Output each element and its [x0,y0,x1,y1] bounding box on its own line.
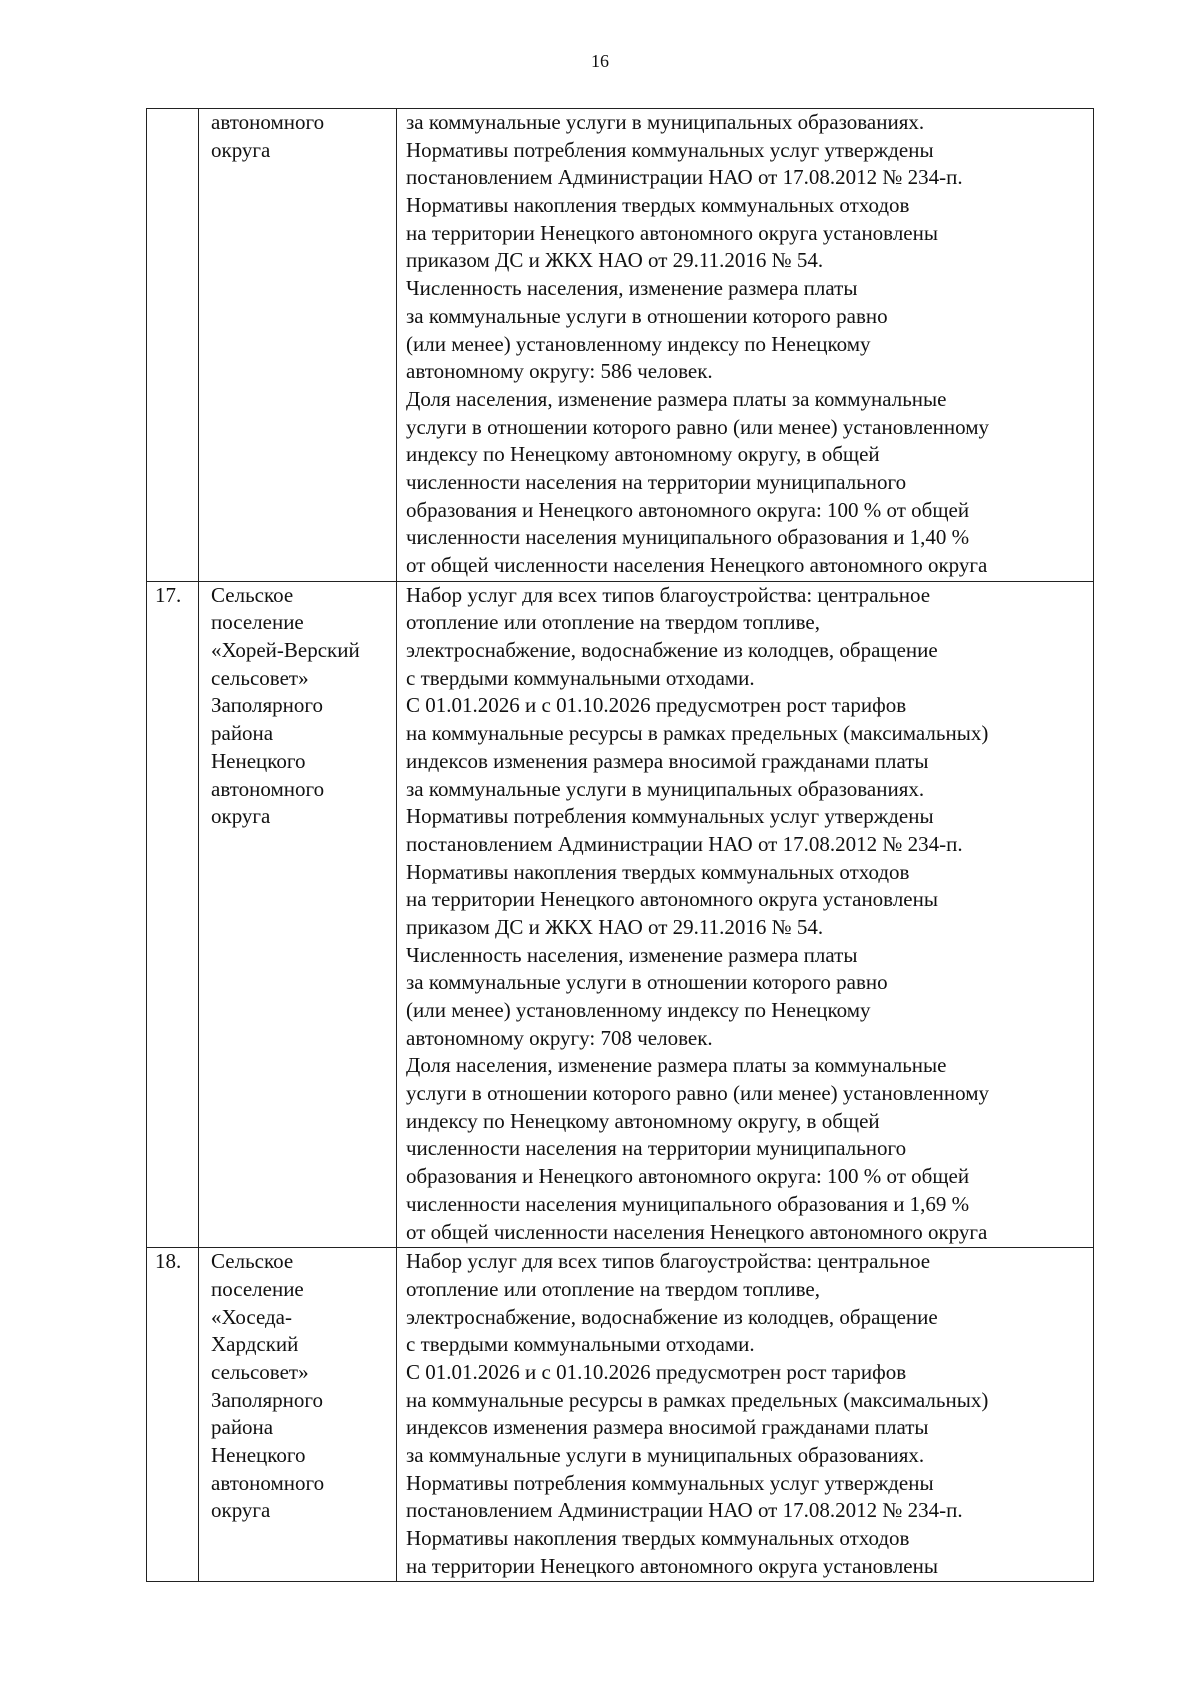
municipality-name-line: автономного [211,776,325,801]
description-line: численности населения муниципального образования и 1,40 % [406,525,970,550]
description-line: приказом ДС и ЖКХ НАО от 29.11.2016 № 54. [406,248,824,273]
municipality-name-line: «Хорей-Верский [211,638,360,663]
municipality-name-line: округа [211,804,271,829]
description-line: численности населения муниципального образования и 1,69 % [406,1191,970,1216]
description-line: услуги в отношении которого равно (или менее) установленному [406,1081,990,1106]
municipality-name-line: округа [211,137,271,162]
description-line: (или менее) установленному индексу по Ненецкому [406,331,871,356]
description-line: индексов изменения размера вносимой гражданами платы [406,1415,929,1440]
row-number [155,109,198,137]
description-line: образования и Ненецкого автономного округа: 100 % от общей [406,497,970,522]
description-line: Нормативы накопления твердых коммунальных отходов [406,193,910,218]
description-line: на территории Ненецкого автономного округа установлены [406,1553,938,1578]
description-line: С 01.01.2026 и с 01.10.2026 предусмотрен рост тарифов [406,693,907,718]
description-cell [397,581,1094,1248]
description-line: Набор услуг для всех типов благоустройства: центральное [406,582,931,607]
description-line: численности населения на территории муниципального [406,1136,907,1161]
municipality-name-line: Заполярного [211,1387,323,1412]
description-line: Нормативы потребления коммунальных услуг утверждены [406,1470,934,1495]
description-cell [397,1248,1094,1582]
page-number: 16 [591,51,609,71]
description-line: за коммунальные услуги в муниципальных образованиях. [406,1443,925,1467]
description-line: Нормативы потребления коммунальных услуг утверждены [406,804,934,829]
description-line: Нормативы накопления твердых коммунальных отходов [406,1526,910,1551]
description-line: за коммунальные услуги в отношении которого равно [406,970,888,995]
municipality-name-line: Хардский [211,1332,299,1357]
description-line: (или менее) установленному индексу по Ненецкому [406,998,871,1022]
municipality-name-line: сельсовет» [211,665,309,690]
municipality-name-line: района [211,1415,274,1440]
description-line: с твердыми коммунальными отходами. [406,1332,755,1357]
description-line: приказом ДС и ЖКХ НАО от 29.11.2016 № 54. [406,914,824,939]
description-line: за коммунальные услуги в муниципальных образованиях. [406,110,925,134]
description-line: за коммунальные услуги в отношении которого равно [406,303,888,328]
tariff-table [146,108,1094,1582]
description-line: с твердыми коммунальными отходами. [406,665,755,690]
description-line: Нормативы накопления твердых коммунальных отходов [406,859,910,884]
table-row [147,1248,1094,1582]
description-line: С 01.01.2026 и с 01.10.2026 предусмотрен рост тарифов [406,1359,907,1384]
description-line: от общей численности населения Ненецкого автономного округа [406,1219,988,1244]
description-line: индексов изменения размера вносимой гражданами платы [406,748,929,773]
description-line: электроснабжение, водоснабжение из колодцев, обращение [406,638,938,663]
description-line: Набор услуг для всех типов благоустройства: центральное [406,1249,931,1274]
description-line: отопление или отопление на твердом топливе, [406,610,820,635]
description-line: от общей численности населения Ненецкого автономного округа [406,553,988,577]
municipality-name-line: Заполярного [211,693,323,718]
table-body [147,109,1094,1582]
description-line: электроснабжение, водоснабжение из колодцев, обращение [406,1304,938,1329]
description-line: на коммунальные ресурсы в рамках предельных (максимальных) [406,721,989,746]
row-number-cell [147,109,199,582]
description-line: Доля населения, изменение размера платы за коммунальные [406,1053,947,1078]
municipality-name-cell [199,1248,397,1582]
description-line: постановлением Администрации НАО от 17.08.2012 № 234-п. [406,831,963,856]
municipality-name-line: Ненецкого [211,748,306,773]
municipality-name-line: района [211,721,274,746]
municipality-name-line: поселение [211,610,304,635]
description-line: индексу по Ненецкому автономному округу, в общей [406,1108,880,1133]
description-line: численности населения на территории муниципального [406,469,907,494]
description-line: постановлением Администрации НАО от 17.08.2012 № 234-п. [406,1498,963,1523]
municipality-name-line: сельсовет» [211,1359,309,1384]
table-row [147,581,1094,1248]
municipality-name-line: «Хоседа- [211,1304,292,1329]
description-line: индексу по Ненецкому автономному округу, в общей [406,442,880,467]
description-line: Нормативы потребления коммунальных услуг утверждены [406,137,934,162]
municipality-name-line: Сельское [211,1249,294,1274]
table-row [147,109,1094,582]
description-line: на коммунальные ресурсы в рамках предельных (максимальных) [406,1387,989,1412]
description-line: образования и Ненецкого автономного округа: 100 % от общей [406,1164,970,1189]
municipality-name-line: автономного [211,1470,325,1495]
municipality-name-cell [199,109,397,582]
row-number: 17. [155,582,182,607]
description-cell [397,109,1094,582]
municipality-name-line: поселение [211,1276,304,1301]
description-line: на территории Ненецкого автономного округа установлены [406,220,938,245]
row-number-cell [147,1248,199,1582]
description-line: Доля населения, изменение размера платы за коммунальные [406,386,947,411]
description-line: постановлением Администрации НАО от 17.08.2012 № 234-п. [406,165,963,190]
description-line: автономному округу: 586 человек. [406,359,713,384]
description-line: Численность населения, изменение размера платы [406,276,858,301]
description-line: Численность населения, изменение размера платы [406,942,858,967]
municipality-name-line: Сельское [211,582,294,607]
municipality-name-line: Ненецкого [211,1443,306,1467]
row-number: 18. [155,1249,182,1274]
municipality-name-line: автономного [211,110,325,134]
description-line: на территории Ненецкого автономного округа установлены [406,887,938,912]
row-number-cell [147,581,199,1248]
municipality-name-cell [199,581,397,1248]
municipality-name-line: округа [211,1498,271,1523]
description-line: отопление или отопление на твердом топливе, [406,1276,820,1301]
description-line: услуги в отношении которого равно (или менее) установленному [406,414,990,439]
description-line: за коммунальные услуги в муниципальных образованиях. [406,776,925,801]
description-line: автономному округу: 708 человек. [406,1025,713,1050]
